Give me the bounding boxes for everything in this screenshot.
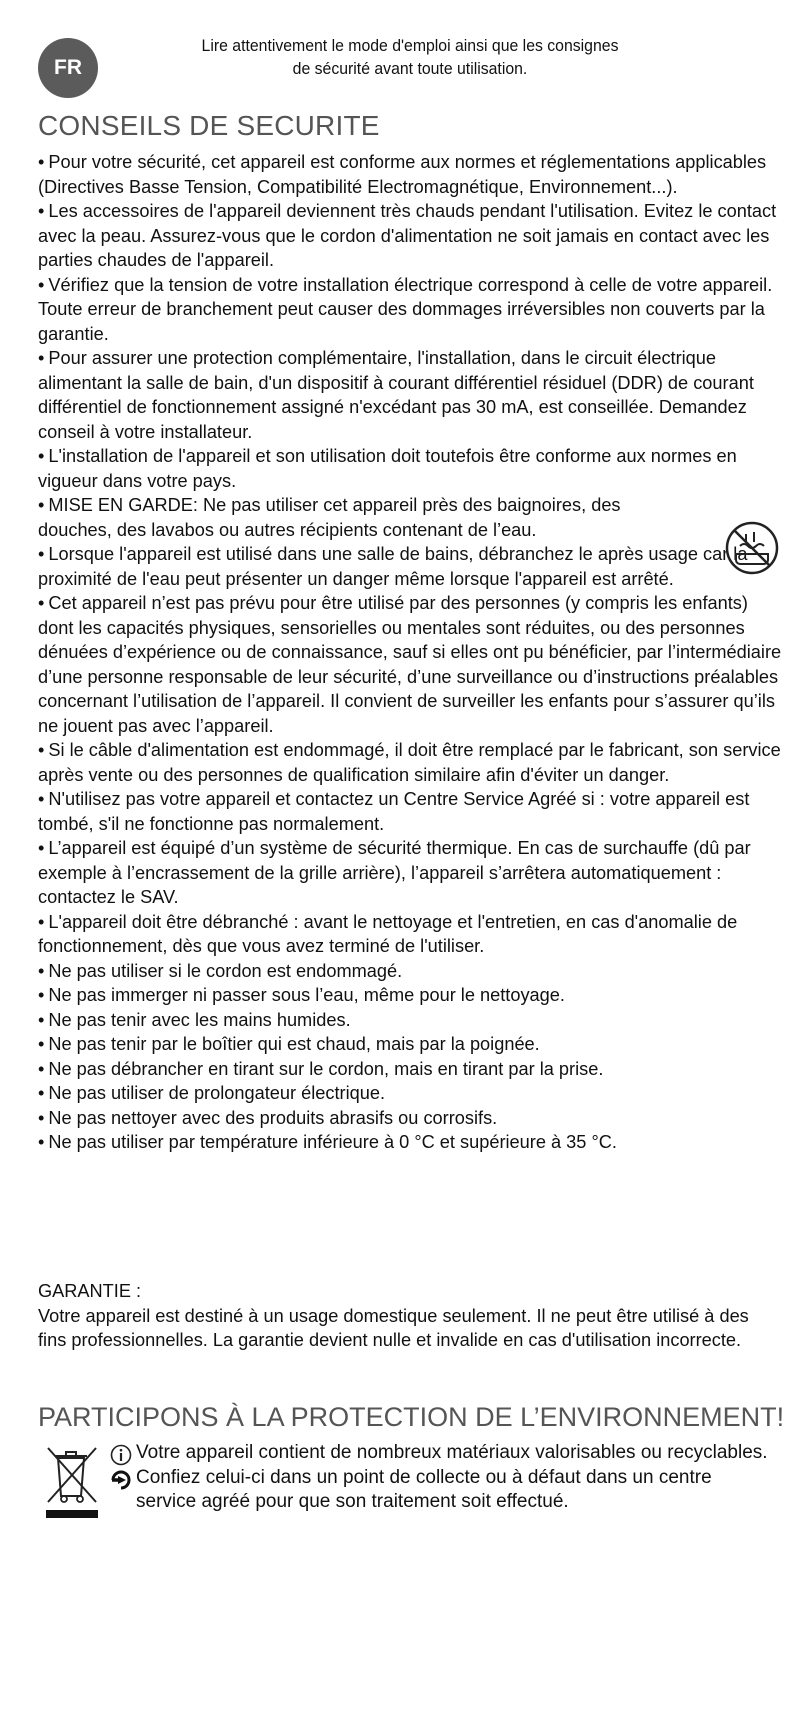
safety-item-19: • Ne pas nettoyer avec des produits abrasifs ou corrosifs. xyxy=(38,1107,498,1128)
safety-item-1: • Pour votre sécurité, cet appareil est conforme aux normes et réglementations applicables (Directives Basse Tension, Compatibilité Electromagnétique, Environnement...). xyxy=(38,152,767,197)
safety-item-8: • Cet appareil n’est pas prévu pour être utilisé par des personnes (y compris les enfants) dont les capacités physiques, sensorielles ou mentales sont réduites, ou des personnes dénuées d’expérience ou de connaissance, sauf si elles ont pu bénéficier, par l’intermédiaire d’une personne responsable de leur sécurité, d’une surveillance ou d’instructions préalables concernant l’utilisation de l’appareil. Il convient de surveiller les enfants pour s’assurer qu’ils ne jouent pas avec l’appareil. xyxy=(38,593,782,736)
safety-item-11: • L’appareil est équipé d’un système de sécurité thermique. En cas de surchauffe (dû par exemple à l’encrassement de la grille arrière), l’appareil s’arrêtera automatiquement : contactez le SAV. xyxy=(38,838,751,907)
safety-title: CONSEILS DE SECURITE xyxy=(38,110,380,141)
safety-item-9: • Si le câble d'alimentation est endommagé, il doit être remplacé par le fabricant, son service après vente ou des personnes de qualification similaire afin d'éviter un danger. xyxy=(38,740,781,785)
warranty-text: Votre appareil est destiné à un usage domestique seulement. Il ne peut être utilisé à des fins professionnelles. La garantie devient nulle et invalide en cas d'utilisation incorrecte. xyxy=(38,1305,749,1350)
intro-line-1: Lire attentivement le mode d'emploi ainsi que les consignes xyxy=(201,36,619,55)
intro-line-2: de sécurité avant toute utilisation. xyxy=(292,59,528,78)
safety-list xyxy=(38,150,782,1155)
environment-item-2-text: Confiez celui-ci dans un point de collecte ou à défaut dans un centre service agréé pour que son traitement soit effectué. xyxy=(136,1466,712,1512)
arrow-icon xyxy=(110,1469,132,1491)
intro-text xyxy=(140,34,679,80)
safety-item-6: • MISE EN GARDE: Ne pas utiliser cet appareil près des baignoires, des douches, des lavabos ou autres récipients contenant de l’eau. xyxy=(38,495,621,540)
language-badge-text: FR xyxy=(54,56,82,79)
safety-item-3: • Vérifiez que la tension de votre installation électrique correspond à celle de votre appareil. Toute erreur de branchement peut causer des dommages irréversibles non couverts par la garantie. xyxy=(38,274,773,344)
no-water-icon xyxy=(724,520,780,576)
safety-item-20: • Ne pas utiliser par température inférieure à 0 °C et supérieure à 35 °C. xyxy=(38,1132,617,1152)
environment-item-2 xyxy=(136,1466,776,1515)
safety-item-7: • Lorsque l'appareil est utilisé dans une salle de bains, débranchez le après usage car la proximité de l'eau peut présenter un danger même lorsque l'appareil est arrêté. xyxy=(38,544,748,589)
safety-item-10: • N'utilisez pas votre appareil et contactez un Centre Service Agréé si : votre appareil est tombé, s'il ne fonctionne pas normalement. xyxy=(38,789,750,834)
environment-list xyxy=(136,1441,776,1515)
safety-item-14: • Ne pas immerger ni passer sous l’eau, même pour le nettoyage. xyxy=(38,985,565,1005)
environment-title: PARTICIPONS À LA PROTECTION DE L’ENVIRONNEMENT! xyxy=(38,1402,785,1432)
safety-item-2: • Les accessoires de l'appareil deviennent très chauds pendant l'utilisation. Evitez le contact avec la peau. Assurez-vous que le cordon d'alimentation ne soit jamais en contact avec les parties chaudes de l'appareil. xyxy=(38,201,777,270)
safety-item-4: • Pour assurer une protection complémentaire, l'installation, dans le circuit électrique alimentant la salle de bain, d'un dispositif à courant différentiel résiduel (DDR) de courant différentiel de fonctionnement assigné n'excédant pas 30 mA, est conseillée. Demandez conseil à votre installateur. xyxy=(38,348,754,442)
environment-item-1-text: Votre appareil contient de nombreux matériaux valorisables ou recyclables. xyxy=(136,1442,768,1463)
safety-item-13: • Ne pas utiliser si le cordon est endommagé. xyxy=(38,960,403,981)
weee-bin-icon xyxy=(44,1442,100,1520)
safety-item-16: • Ne pas tenir par le boîtier qui est chaud, mais par la poignée. xyxy=(38,1034,540,1054)
language-badge xyxy=(38,38,98,98)
safety-item-5: • L'installation de l'appareil et son utilisation doit toutefois être conforme aux normes en vigueur dans votre pays. xyxy=(38,446,737,491)
safety-item-15: • Ne pas tenir avec les mains humides. xyxy=(38,1009,351,1030)
safety-item-17: • Ne pas débrancher en tirant sur le cordon, mais en tirant par la prise. xyxy=(38,1058,604,1079)
info-icon xyxy=(110,1444,132,1466)
warranty-section xyxy=(38,1279,782,1353)
warranty-title: GARANTIE : xyxy=(38,1281,142,1301)
safety-item-18: • Ne pas utiliser de prolongateur électrique. xyxy=(38,1083,386,1103)
environment-item-1 xyxy=(136,1441,776,1466)
safety-item-12: • L'appareil doit être débranché : avant le nettoyage et l'entretien, en cas d'anomalie de fonctionnement, dès que vous avez terminé de l'utiliser. xyxy=(38,911,738,956)
